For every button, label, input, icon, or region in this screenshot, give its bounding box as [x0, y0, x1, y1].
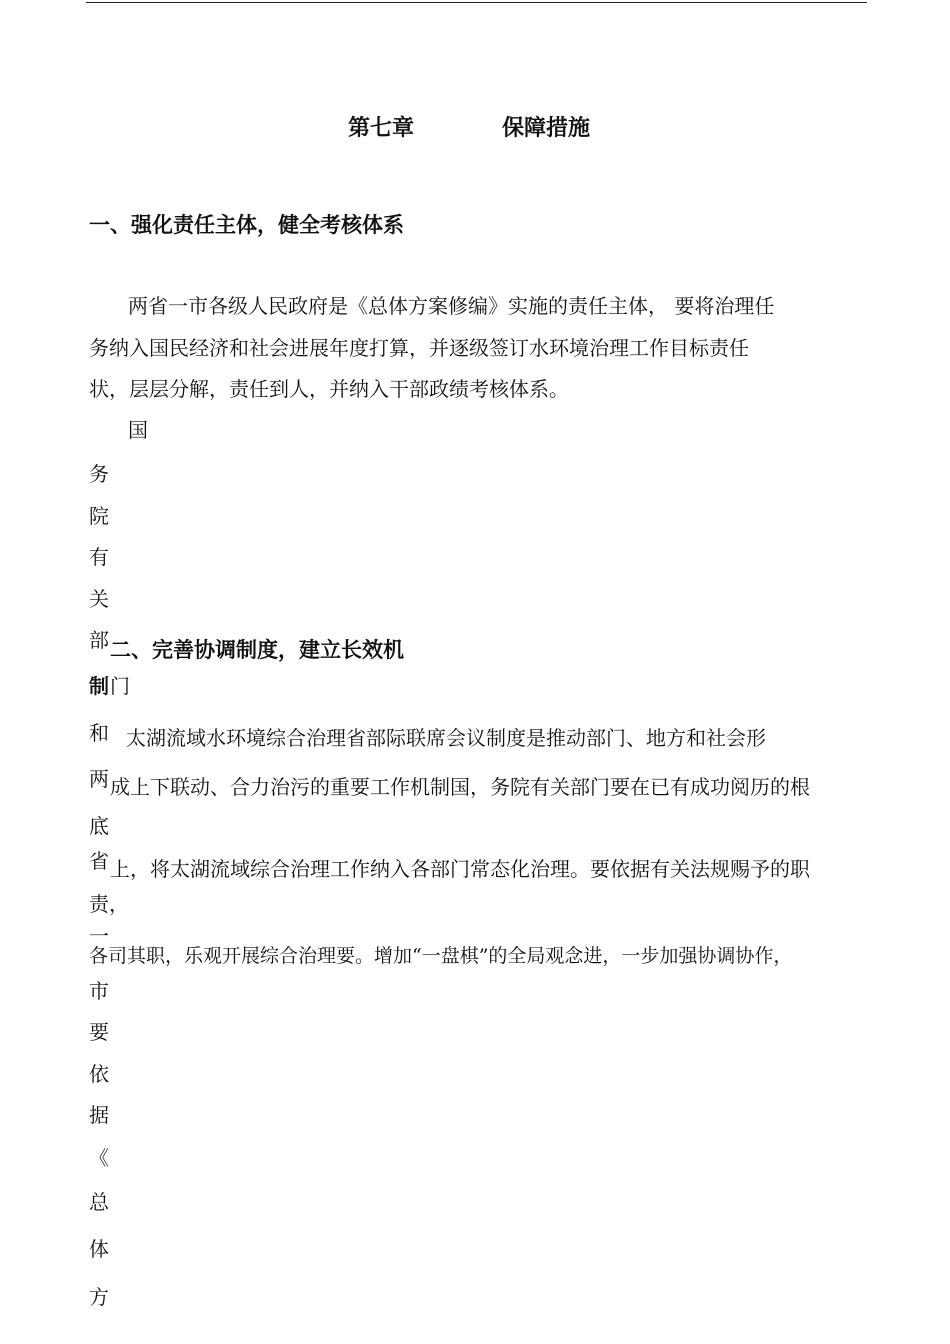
vertical-char: 两	[89, 767, 109, 791]
vertical-char: 有	[89, 545, 109, 569]
vertical-char: 底	[89, 814, 109, 838]
vertical-char: 要	[89, 1020, 109, 1044]
section-1-heading: 一、强化责任主体，健全考核体系	[89, 213, 404, 237]
vertical-char: 方	[89, 1285, 109, 1309]
vertical-char: 制	[89, 674, 109, 698]
vertical-char: 院	[89, 504, 109, 528]
vertical-char: 门	[110, 674, 130, 698]
vertical-char: 《	[89, 1146, 109, 1170]
section-2-line-1: 太湖流域水环境综合治理省部际联席会议制度是推动部门、地方和社会形	[126, 726, 766, 750]
vertical-char: 省	[89, 849, 109, 873]
vertical-char: 市	[89, 979, 109, 1003]
vertical-char: 部	[89, 628, 109, 652]
vertical-char: 总	[89, 1190, 109, 1214]
vertical-char: 务	[89, 462, 109, 486]
vertical-char: 据	[89, 1103, 109, 1127]
vertical-char: 一	[89, 924, 109, 948]
header-rule	[86, 2, 867, 3]
section-1-line-2: 务纳入国民经济和社会进展年度打算，并逐级签订水环境治理工作目标责任	[89, 336, 749, 360]
chapter-title: 保障措施	[502, 116, 591, 141]
section-2-line-4: 各司其职，乐观开展综合治理要。增加“一盘棋”的全局观念进，一步加强协调协作，	[89, 945, 793, 967]
vertical-char: 依	[89, 1062, 109, 1086]
section-1-line-3: 状，层层分解，责任到人，并纳入干部政绩考核体系。	[89, 377, 569, 401]
section-1-line-1: 两省一市各级人民政府是《总体方案修编》实施的责任主体， 要将治理任	[128, 294, 775, 318]
section-2-heading: 二、完善协调制度，建立长效机	[110, 638, 404, 662]
chapter-number: 第七章	[348, 116, 415, 141]
section-1-indent-char: 国	[128, 418, 148, 442]
section-2-line-3: 上，将太湖流域综合治理工作纳入各部门常态化治理。要依据有关法规赐予的职	[110, 857, 810, 881]
section-2-line-2: 成上下联动、合力治污的重要工作机制国，务院有关部门要在已有成功阅历的根	[110, 775, 810, 799]
vertical-char: 和	[89, 721, 109, 745]
vertical-char: 责，	[89, 892, 129, 916]
vertical-char: 体	[89, 1237, 109, 1261]
vertical-char: 关	[89, 587, 109, 611]
